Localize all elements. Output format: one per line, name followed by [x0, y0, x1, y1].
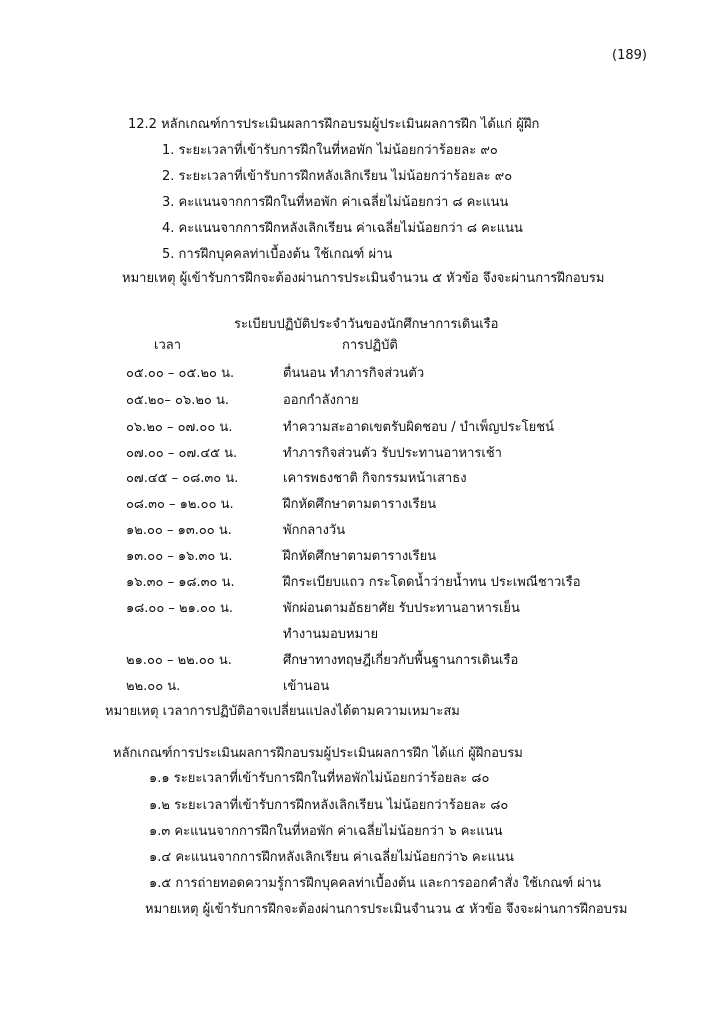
schedule-note: หมายเหตุ เวลาการปฏิบัติอาจเปลี่ยนแปลงได้ตามความเหมาะสม: [105, 704, 460, 719]
schedule-activity: ทำภารกิจส่วนตัว รับประทานอาหารเช้า: [283, 446, 502, 461]
schedule-activity: ศึกษาทางทฤษฎีเกี่ยวกับพื้นฐานการเดินเรือ: [283, 653, 519, 668]
schedule-activity: ฝึกหัดศึกษาตามตารางเรียน: [283, 497, 437, 512]
schedule-time: ๐๗.๐๐ – ๐๗.๔๕ น.: [126, 446, 238, 461]
section2-heading: หลักเกณฑ์การประเมินผลการฝึกอบรมผู้ประเมินผลการฝึก ได้แก่ ผู้ฝึกอบรม: [113, 746, 523, 761]
schedule-activity: ทำงานมอบหมาย: [283, 627, 379, 642]
schedule-activity: ฝึกระเบียบแถว กระโดดน้ำว่ายน้ำทน ประเพณีชาวเรือ: [283, 575, 581, 590]
section1-item: 5. การฝึกบุคคลท่าเบื้องต้น ใช้เกณฑ์ ผ่าน: [162, 247, 393, 262]
section1-item: 2. ระยะเวลาที่เข้ารับการฝึกหลังเลิกเรียน ไม่น้อยกว่าร้อยละ ๙๐: [162, 169, 513, 184]
schedule-time: ๐๗.๔๕ – ๐๘.๓๐ น.: [126, 471, 239, 486]
section2-item: ๑.๑ ระยะเวลาที่เข้ารับการฝึกในที่หอพักไม่น้อยกว่าร้อยละ ๘๐: [149, 771, 490, 786]
schedule-activity: เข้านอน: [283, 679, 330, 694]
section1-heading: 12.2 หลักเกณฑ์การประเมินผลการฝึกอบรมผู้ประเมินผลการฝึก ได้แก่ ผู้ฝึก: [128, 117, 540, 132]
schedule-time: ๐๕.๐๐ – ๐๕.๒๐ น.: [126, 366, 235, 381]
schedule-col-activity: การปฏิบัติ: [342, 338, 398, 353]
schedule-activity: พักผ่อนตามอัธยาศัย รับประทานอาหารเย็น: [283, 601, 520, 616]
schedule-time: ๒๒.๐๐ น.: [126, 679, 181, 694]
schedule-activity: ตื่นนอน ทำภารกิจส่วนตัว: [283, 366, 425, 381]
schedule-activity: ฝึกหัดศึกษาตามตารางเรียน: [283, 549, 437, 564]
section1-item: 3. คะแนนจากการฝึกในที่หอพัก ค่าเฉลี่ยไม่น้อยกว่า ๘ คะแนน: [162, 195, 509, 210]
section1-item: 4. คะแนนจากการฝึกหลังเลิกเรียน ค่าเฉลี่ยไม่น้อยกว่า ๘ คะแนน: [162, 221, 523, 236]
section2-note: หมายเหตุ ผู้เข้ารับการฝึกจะต้องผ่านการประเมินจำนวน ๕ หัวข้อ จึงจะผ่านการฝึกอบรม: [145, 902, 628, 917]
schedule-activity: เคารพธงชาติ กิจกรรมหน้าเสาธง: [283, 471, 467, 486]
schedule-title: ระเบียบปฏิบัติประจำวันของนักศึกษาการเดินเรือ: [234, 317, 499, 332]
page-number: (189): [612, 48, 647, 63]
section2-item: ๑.๔ คะแนนจากการฝึกหลังเลิกเรียน ค่าเฉลี่ยไม่น้อยกว่า๖ คะแนน: [149, 850, 514, 865]
schedule-activity: พักกลางวัน: [283, 523, 346, 538]
schedule-time: ๑๘.๐๐ – ๒๑.๐๐ น.: [126, 601, 234, 616]
schedule-activity: ทำความสะอาดเขตรับผิดชอบ / บำเพ็ญประโยชน์: [283, 420, 554, 435]
schedule-time: ๐๖.๒๐ – ๐๗.๐๐ น.: [126, 420, 233, 435]
schedule-activity: ออกกำลังกาย: [283, 393, 359, 408]
schedule-time: ๐๕.๒๐– ๐๖.๒๐ น.: [126, 393, 230, 408]
section2-item: ๑.๒ ระยะเวลาที่เข้ารับการฝึกหลังเลิกเรียน ไม่น้อยกว่าร้อยละ ๘๐: [149, 798, 509, 813]
schedule-time: ๑๓.๐๐ – ๑๖.๓๐ น.: [126, 549, 233, 564]
schedule-time: ๐๘.๓๐ – ๑๒.๐๐ น.: [126, 497, 234, 512]
schedule-col-time: เวลา: [154, 338, 182, 353]
section1-item: 1. ระยะเวลาที่เข้ารับการฝึกในที่หอพัก ไม่น้อยกว่าร้อยละ ๙๐: [162, 143, 498, 158]
section2-item: ๑.๓ คะแนนจากการฝึกในที่หอพัก ค่าเฉลี่ยไม่น้อยกว่า ๖ คะแนน: [149, 824, 503, 839]
section1-note: หมายเหตุ ผู้เข้ารับการฝึกจะต้องผ่านการประเมินจำนวน ๕ หัวข้อ จึงจะผ่านการฝึกอบรม: [122, 271, 605, 286]
schedule-time: ๑๖.๓๐ – ๑๘.๓๐ น.: [126, 575, 235, 590]
schedule-time: ๑๒.๐๐ – ๑๓.๐๐ น.: [126, 523, 232, 538]
section2-item: ๑.๕ การถ่ายทอดความรู้การฝึกบุคคลท่าเบื้องต้น และการออกคำสั่ง ใช้เกณฑ์ ผ่าน: [149, 876, 602, 891]
schedule-time: ๒๑.๐๐ – ๒๒.๐๐ น.: [126, 653, 232, 668]
